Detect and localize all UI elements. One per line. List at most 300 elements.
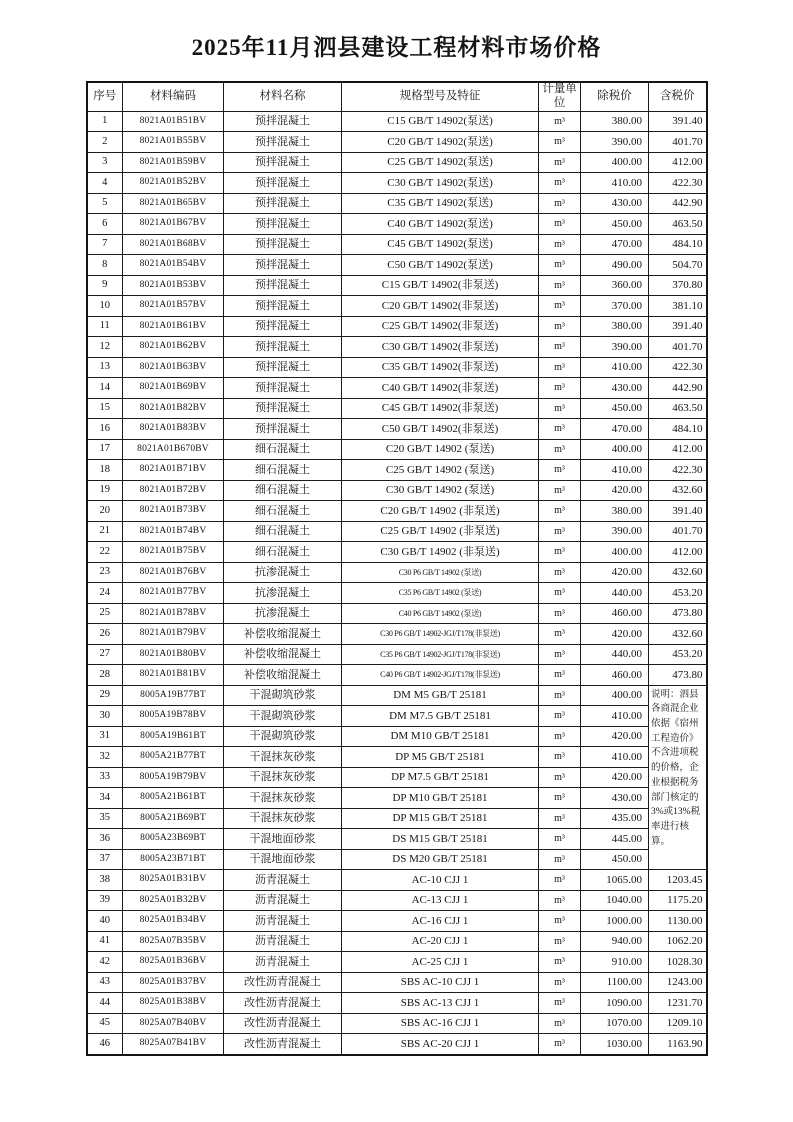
cell-material-code: 8005A21B69BT [123,808,224,829]
cell-unit: m³ [539,542,581,563]
cell-index: 19 [87,480,123,501]
cell-material-name: 预拌混凝土 [224,193,342,214]
cell-spec: C40 P6 GB/T 14902 (泵送) [342,603,539,624]
cell-unit: m³ [539,747,581,768]
cell-material-code: 8021A01B65BV [123,193,224,214]
cell-material-name: 干混抹灰砂浆 [224,788,342,809]
cell-material-name: 预拌混凝土 [224,337,342,358]
cell-index: 30 [87,706,123,727]
cell-material-code: 8005A21B61BT [123,788,224,809]
cell-unit: m³ [539,214,581,235]
cell-price-incl-tax: 412.00 [649,152,707,173]
cell-price-excl-tax: 430.00 [581,193,649,214]
table-row [87,993,707,1014]
cell-material-name: 沥青混凝土 [224,870,342,891]
cell-material-code: 8025A01B36BV [123,952,224,973]
col-header-price-excl-tax: 除税价 [581,82,649,112]
cell-spec: AC-13 CJJ 1 [342,890,539,911]
cell-spec: DP M15 GB/T 25181 [342,808,539,829]
cell-material-code: 8021A01B73BV [123,501,224,522]
cell-material-code: 8025A01B38BV [123,993,224,1014]
cell-index: 6 [87,214,123,235]
cell-unit: m³ [539,849,581,870]
col-header-index: 序号 [87,82,123,112]
cell-unit: m³ [539,316,581,337]
cell-index: 2 [87,132,123,153]
cell-price-incl-tax: 1130.00 [649,911,707,932]
cell-material-name: 预拌混凝土 [224,378,342,399]
cell-material-code: 8021A01B52BV [123,173,224,194]
cell-price-incl-tax: 1175.20 [649,890,707,911]
cell-material-name: 干混抹灰砂浆 [224,747,342,768]
cell-unit: m³ [539,644,581,665]
cell-price-excl-tax: 420.00 [581,726,649,747]
cell-spec: C30 GB/T 14902 (非泵送) [342,542,539,563]
cell-unit: m³ [539,275,581,296]
cell-unit: m³ [539,685,581,706]
cell-index: 32 [87,747,123,768]
cell-material-name: 沥青混凝土 [224,911,342,932]
table-row [87,870,707,891]
cell-price-incl-tax: 1062.20 [649,931,707,952]
cell-material-name: 预拌混凝土 [224,419,342,440]
cell-unit: m³ [539,1013,581,1034]
cell-material-code: 8021A01B670BV [123,439,224,460]
cell-spec: C25 GB/T 14902 (泵送) [342,460,539,481]
cell-material-code: 8021A01B77BV [123,583,224,604]
cell-material-code: 8025A07B41BV [123,1034,224,1055]
cell-price-incl-tax: 473.80 [649,665,707,686]
cell-material-name: 干混砌筑砂浆 [224,726,342,747]
cell-index: 29 [87,685,123,706]
cell-price-incl-tax: 370.80 [649,275,707,296]
table-row [87,767,707,788]
cell-material-code: 8005A19B77BT [123,685,224,706]
cell-price-excl-tax: 420.00 [581,562,649,583]
cell-unit: m³ [539,829,581,850]
table-row [87,316,707,337]
cell-price-excl-tax: 460.00 [581,665,649,686]
cell-unit: m³ [539,931,581,952]
cell-index: 9 [87,275,123,296]
cell-price-excl-tax: 390.00 [581,521,649,542]
table-row [87,562,707,583]
table-row [87,255,707,276]
cell-unit: m³ [539,173,581,194]
table-row [87,234,707,255]
cell-material-code: 8021A01B53BV [123,275,224,296]
cell-material-name: 细石混凝土 [224,460,342,481]
cell-index: 26 [87,624,123,645]
cell-material-name: 预拌混凝土 [224,316,342,337]
cell-spec: AC-16 CJJ 1 [342,911,539,932]
cell-material-code: 8025A07B40BV [123,1013,224,1034]
cell-material-name: 预拌混凝土 [224,357,342,378]
cell-material-name: 抗渗混凝土 [224,583,342,604]
cell-price-excl-tax: 470.00 [581,419,649,440]
cell-material-name: 改性沥青混凝土 [224,1013,342,1034]
cell-spec: DP M10 GB/T 25181 [342,788,539,809]
cell-spec: C30 GB/T 14902 (泵送) [342,480,539,501]
table-row [87,583,707,604]
table-row [87,829,707,850]
table-row [87,501,707,522]
cell-spec: SBS AC-20 CJJ 1 [342,1034,539,1055]
cell-material-name: 沥青混凝土 [224,952,342,973]
cell-price-excl-tax: 420.00 [581,624,649,645]
cell-material-name: 预拌混凝土 [224,398,342,419]
cell-price-incl-tax: 453.20 [649,583,707,604]
table-row [87,890,707,911]
cell-material-code: 8021A01B76BV [123,562,224,583]
cell-spec: SBS AC-16 CJJ 1 [342,1013,539,1034]
cell-material-name: 补偿收缩混凝土 [224,644,342,665]
table-row [87,1013,707,1034]
cell-index: 38 [87,870,123,891]
table-row [87,747,707,768]
cell-price-incl-tax: 442.90 [649,193,707,214]
cell-unit: m³ [539,398,581,419]
cell-index: 17 [87,439,123,460]
cell-material-name: 改性沥青混凝土 [224,972,342,993]
header-row [87,82,707,112]
cell-spec: C15 GB/T 14902(泵送) [342,111,539,132]
cell-spec: C20 GB/T 14902 (泵送) [342,439,539,460]
cell-index: 45 [87,1013,123,1034]
cell-price-excl-tax: 400.00 [581,542,649,563]
cell-material-name: 预拌混凝土 [224,111,342,132]
col-header-unit: 计量单位 [539,82,581,112]
cell-price-incl-tax: 401.70 [649,337,707,358]
table-row [87,193,707,214]
cell-unit: m³ [539,193,581,214]
cell-price-incl-tax: 473.80 [649,603,707,624]
cell-material-name: 细石混凝土 [224,501,342,522]
cell-index: 24 [87,583,123,604]
cell-spec: AC-10 CJJ 1 [342,870,539,891]
cell-price-excl-tax: 400.00 [581,439,649,460]
cell-price-excl-tax: 1030.00 [581,1034,649,1055]
table-row [87,173,707,194]
cell-price-incl-tax: 422.30 [649,173,707,194]
cell-price-incl-tax: 412.00 [649,439,707,460]
cell-unit: m³ [539,337,581,358]
cell-spec: C35 GB/T 14902(非泵送) [342,357,539,378]
cell-index: 15 [87,398,123,419]
cell-index: 25 [87,603,123,624]
cell-price-excl-tax: 410.00 [581,706,649,727]
table-row [87,419,707,440]
cell-material-name: 干混地面砂浆 [224,829,342,850]
cell-price-excl-tax: 450.00 [581,398,649,419]
col-header-material-name: 材料名称 [224,82,342,112]
cell-spec: SBS AC-13 CJJ 1 [342,993,539,1014]
price-table-body [87,111,707,1055]
cell-material-code: 8021A01B80BV [123,644,224,665]
table-row [87,1034,707,1055]
cell-spec: AC-25 CJJ 1 [342,952,539,973]
cell-material-code: 8005A19B78BV [123,706,224,727]
cell-spec: C45 GB/T 14902(非泵送) [342,398,539,419]
cell-index: 5 [87,193,123,214]
table-row [87,275,707,296]
cell-index: 43 [87,972,123,993]
cell-material-code: 8021A01B55BV [123,132,224,153]
cell-unit: m³ [539,480,581,501]
cell-material-name: 干混砌筑砂浆 [224,706,342,727]
cell-unit: m³ [539,501,581,522]
cell-material-code: 8021A01B83BV [123,419,224,440]
cell-price-excl-tax: 490.00 [581,255,649,276]
cell-material-code: 8021A01B54BV [123,255,224,276]
table-row [87,111,707,132]
cell-price-excl-tax: 1040.00 [581,890,649,911]
cell-unit: m³ [539,993,581,1014]
cell-unit: m³ [539,890,581,911]
cell-material-name: 干混抹灰砂浆 [224,767,342,788]
cell-price-incl-tax: 401.70 [649,521,707,542]
cell-unit: m³ [539,788,581,809]
cell-material-name: 预拌混凝土 [224,296,342,317]
cell-price-excl-tax: 1000.00 [581,911,649,932]
cell-material-code: 8005A19B61BT [123,726,224,747]
cell-index: 1 [87,111,123,132]
cell-spec: C20 GB/T 14902 (非泵送) [342,501,539,522]
cell-spec: DM M10 GB/T 25181 [342,726,539,747]
table-row [87,931,707,952]
cell-price-excl-tax: 420.00 [581,767,649,788]
cell-price-excl-tax: 1100.00 [581,972,649,993]
cell-price-excl-tax: 360.00 [581,275,649,296]
cell-material-code: 8005A19B79BV [123,767,224,788]
cell-spec: C40 P6 GB/T 14902-JGJ/T178(非泵送) [342,665,539,686]
cell-spec: C20 GB/T 14902(泵送) [342,132,539,153]
cell-price-incl-tax: 391.40 [649,111,707,132]
cell-index: 22 [87,542,123,563]
cell-spec: DP M5 GB/T 25181 [342,747,539,768]
cell-spec: C35 P6 GB/T 14902 (泵送) [342,583,539,604]
cell-price-incl-tax: 1028.30 [649,952,707,973]
cell-material-code: 8025A01B34BV [123,911,224,932]
table-row [87,439,707,460]
cell-spec: AC-20 CJJ 1 [342,931,539,952]
cell-index: 12 [87,337,123,358]
cell-price-excl-tax: 380.00 [581,111,649,132]
table-row [87,808,707,829]
cell-spec: C40 GB/T 14902(非泵送) [342,378,539,399]
cell-material-name: 补偿收缩混凝土 [224,624,342,645]
cell-price-excl-tax: 940.00 [581,931,649,952]
table-row [87,726,707,747]
cell-material-name: 抗渗混凝土 [224,562,342,583]
cell-price-excl-tax: 380.00 [581,316,649,337]
cell-index: 16 [87,419,123,440]
cell-price-excl-tax: 430.00 [581,788,649,809]
cell-spec: C20 GB/T 14902(非泵送) [342,296,539,317]
table-row [87,296,707,317]
cell-price-excl-tax: 390.00 [581,337,649,358]
cell-price-excl-tax: 410.00 [581,460,649,481]
table-row [87,685,707,706]
cell-price-excl-tax: 435.00 [581,808,649,829]
table-row [87,788,707,809]
cell-spec: C30 GB/T 14902(非泵送) [342,337,539,358]
cell-index: 7 [87,234,123,255]
table-row [87,521,707,542]
table-row [87,624,707,645]
cell-index: 18 [87,460,123,481]
cell-price-excl-tax: 410.00 [581,173,649,194]
cell-spec: C35 GB/T 14902(泵送) [342,193,539,214]
cell-material-name: 预拌混凝土 [224,255,342,276]
cell-material-name: 预拌混凝土 [224,234,342,255]
cell-material-code: 8021A01B81BV [123,665,224,686]
cell-spec: C25 GB/T 14902(泵送) [342,152,539,173]
cell-price-incl-tax: 432.60 [649,624,707,645]
cell-unit: m³ [539,624,581,645]
table-row [87,214,707,235]
cell-index: 35 [87,808,123,829]
cell-price-incl-tax: 432.60 [649,562,707,583]
col-header-material-code: 材料编码 [123,82,224,112]
cell-spec: SBS AC-10 CJJ 1 [342,972,539,993]
cell-price-excl-tax: 450.00 [581,214,649,235]
cell-unit: m³ [539,911,581,932]
cell-index: 21 [87,521,123,542]
cell-index: 10 [87,296,123,317]
cell-price-incl-tax: 432.60 [649,480,707,501]
cell-spec: C15 GB/T 14902(非泵送) [342,275,539,296]
cell-material-code: 8021A01B79BV [123,624,224,645]
cell-index: 33 [87,767,123,788]
cell-unit: m³ [539,132,581,153]
table-row [87,480,707,501]
note-cell: 说明：泗县各商混企业依据《宿州工程造价》不含进项税的价格，企业根据税务部门核定的3%或13%税率进行核算。 [649,685,707,870]
col-header-price-incl-tax: 含税价 [649,82,707,112]
table-row [87,132,707,153]
cell-material-code: 8021A01B51BV [123,111,224,132]
cell-price-incl-tax: 463.50 [649,214,707,235]
cell-index: 13 [87,357,123,378]
cell-material-code: 8021A01B75BV [123,542,224,563]
cell-price-incl-tax: 442.90 [649,378,707,399]
cell-material-name: 细石混凝土 [224,521,342,542]
cell-price-incl-tax: 484.10 [649,419,707,440]
cell-material-code: 8021A01B69BV [123,378,224,399]
cell-index: 41 [87,931,123,952]
cell-index: 11 [87,316,123,337]
cell-material-code: 8025A01B37BV [123,972,224,993]
cell-price-incl-tax: 1231.70 [649,993,707,1014]
cell-material-name: 预拌混凝土 [224,214,342,235]
table-row [87,460,707,481]
cell-unit: m³ [539,972,581,993]
table-row [87,849,707,870]
cell-material-code: 8005A23B69BT [123,829,224,850]
cell-price-excl-tax: 460.00 [581,603,649,624]
cell-unit: m³ [539,234,581,255]
cell-material-code: 8005A23B71BT [123,849,224,870]
table-row [87,972,707,993]
table-row [87,644,707,665]
cell-price-incl-tax: 1203.45 [649,870,707,891]
cell-index: 34 [87,788,123,809]
cell-material-name: 预拌混凝土 [224,275,342,296]
cell-index: 20 [87,501,123,522]
cell-material-name: 补偿收缩混凝土 [224,665,342,686]
cell-material-code: 8021A01B61BV [123,316,224,337]
cell-unit: m³ [539,665,581,686]
cell-price-incl-tax: 1209.10 [649,1013,707,1034]
cell-spec: DM M5 GB/T 25181 [342,685,539,706]
cell-price-excl-tax: 910.00 [581,952,649,973]
cell-unit: m³ [539,1034,581,1055]
cell-price-incl-tax: 391.40 [649,501,707,522]
material-price-table [86,81,708,1056]
cell-price-incl-tax: 1163.90 [649,1034,707,1055]
cell-unit: m³ [539,767,581,788]
cell-spec: C50 GB/T 14902(泵送) [342,255,539,276]
cell-price-excl-tax: 445.00 [581,829,649,850]
cell-price-excl-tax: 1070.00 [581,1013,649,1034]
cell-index: 28 [87,665,123,686]
cell-material-code: 8021A01B68BV [123,234,224,255]
table-row [87,398,707,419]
cell-unit: m³ [539,439,581,460]
table-row [87,952,707,973]
cell-material-code: 8021A01B71BV [123,460,224,481]
table-row [87,542,707,563]
cell-material-name: 预拌混凝土 [224,132,342,153]
cell-unit: m³ [539,870,581,891]
cell-material-code: 8021A01B82BV [123,398,224,419]
cell-unit: m³ [539,111,581,132]
table-row [87,378,707,399]
col-header-spec: 规格型号及特征 [342,82,539,112]
cell-unit: m³ [539,583,581,604]
cell-price-incl-tax: 401.70 [649,132,707,153]
cell-index: 8 [87,255,123,276]
cell-price-incl-tax: 1243.00 [649,972,707,993]
cell-material-code: 8021A01B63BV [123,357,224,378]
cell-index: 39 [87,890,123,911]
cell-index: 27 [87,644,123,665]
cell-index: 14 [87,378,123,399]
cell-material-name: 改性沥青混凝土 [224,1034,342,1055]
cell-unit: m³ [539,726,581,747]
cell-price-incl-tax: 412.00 [649,542,707,563]
cell-material-code: 8005A21B77BT [123,747,224,768]
cell-material-name: 干混地面砂浆 [224,849,342,870]
cell-unit: m³ [539,808,581,829]
cell-material-code: 8021A01B62BV [123,337,224,358]
cell-material-name: 细石混凝土 [224,542,342,563]
cell-spec: C30 P6 GB/T 14902 (泵送) [342,562,539,583]
cell-unit: m³ [539,706,581,727]
cell-price-excl-tax: 390.00 [581,132,649,153]
cell-unit: m³ [539,562,581,583]
cell-unit: m³ [539,952,581,973]
cell-spec: C40 GB/T 14902(泵送) [342,214,539,235]
cell-price-excl-tax: 410.00 [581,357,649,378]
cell-material-code: 8025A07B35BV [123,931,224,952]
cell-spec: C25 GB/T 14902(非泵送) [342,316,539,337]
cell-material-code: 8021A01B74BV [123,521,224,542]
cell-material-name: 改性沥青混凝土 [224,993,342,1014]
cell-material-name: 干混抹灰砂浆 [224,808,342,829]
cell-price-excl-tax: 440.00 [581,583,649,604]
cell-unit: m³ [539,460,581,481]
